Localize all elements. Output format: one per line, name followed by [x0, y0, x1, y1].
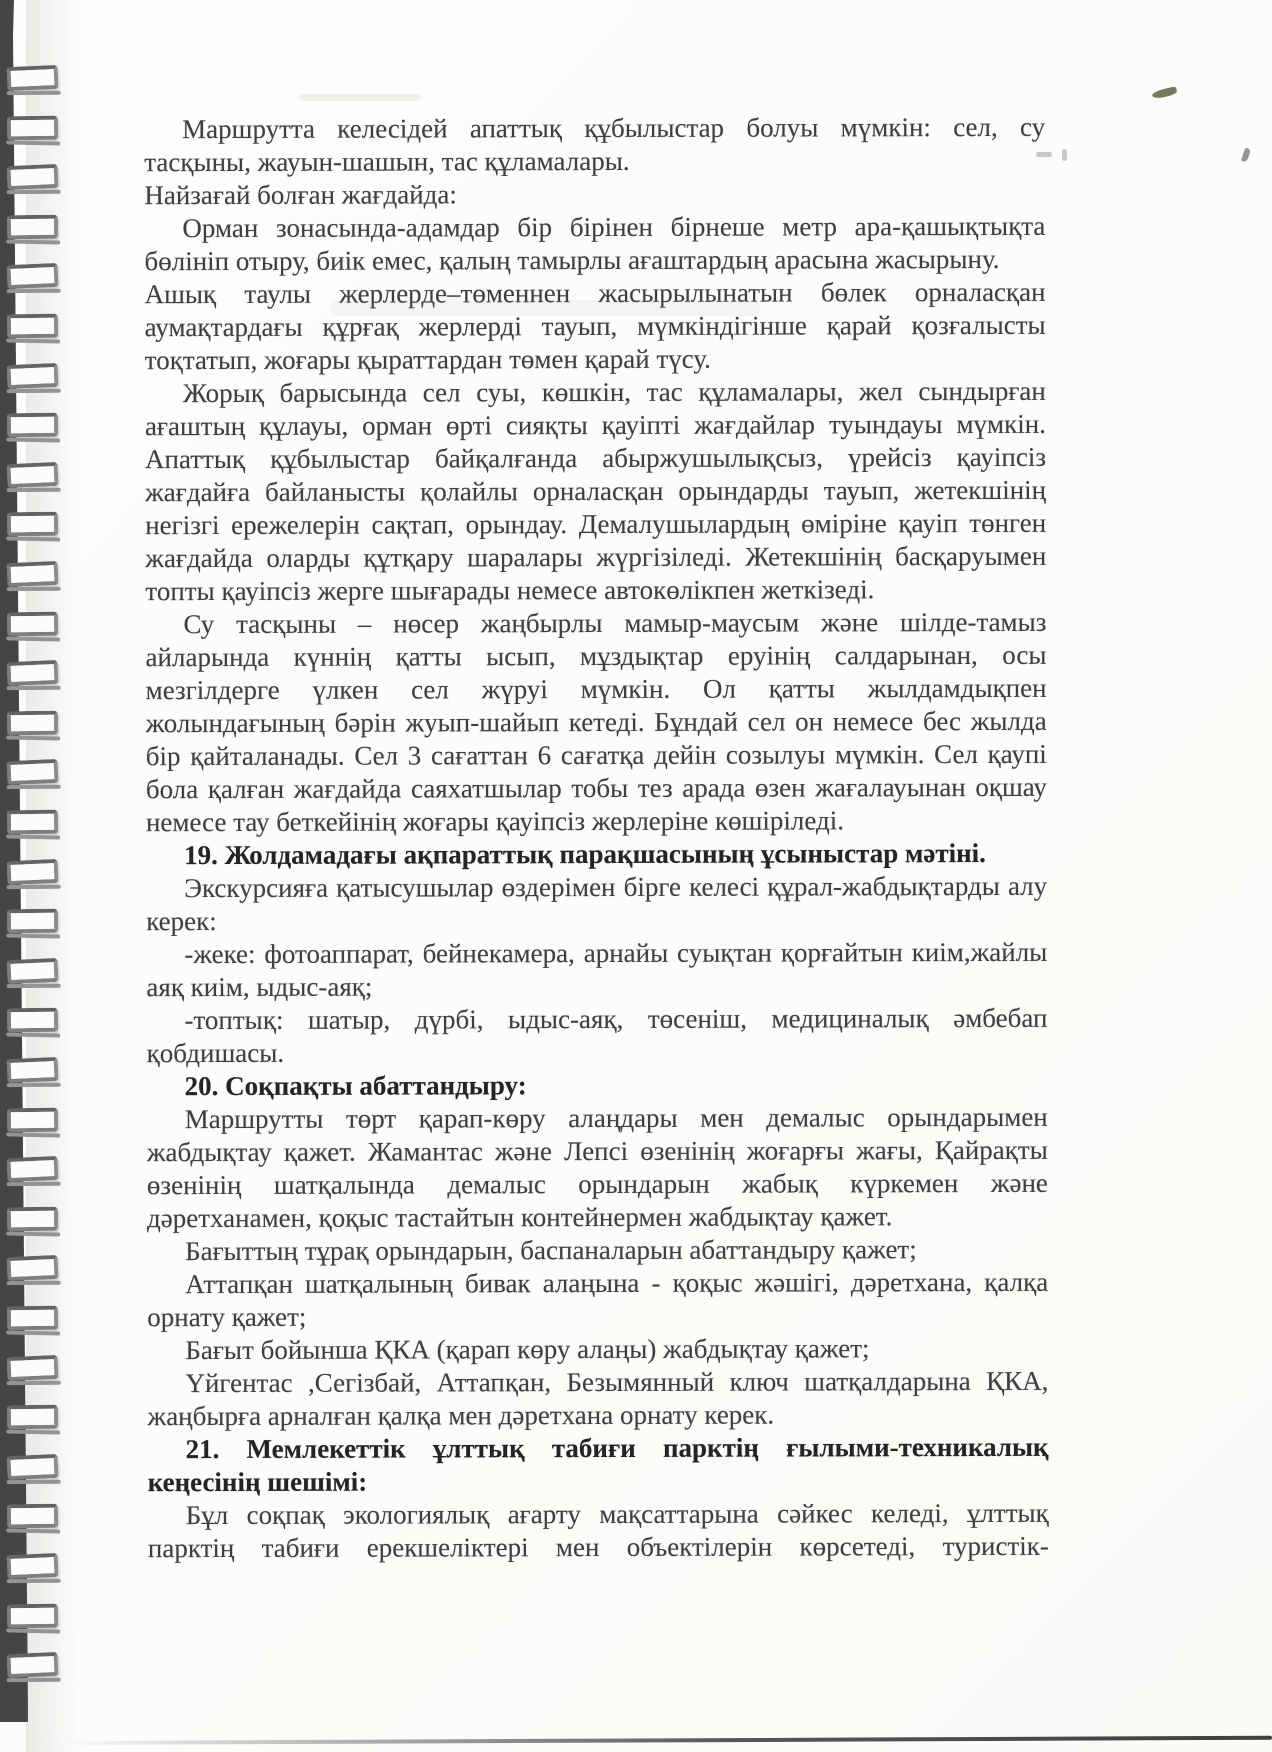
scan-smear: [300, 94, 420, 101]
heading-19: 19. Жолдамадағы ақпараттық парақшасының ұсыныстар мәтіні.: [184, 837, 986, 871]
heading-20: 20. Соқпақты абаттандыру:: [184, 1070, 527, 1102]
spiral-coil: [7, 1603, 58, 1628]
spiral-coil: [7, 810, 58, 835]
spiral-coils: [0, 0, 80, 1752]
paragraph-attapkan-bivouac: Аттапқан шатқалының бивак алаңына - қоқыс жәшігі, дәретхана, қалқа орнату қажет;: [147, 1266, 1049, 1333]
spiral-coil: [7, 611, 58, 636]
spiral-coil: [7, 512, 58, 537]
spiral-coil: [7, 759, 59, 785]
page-bottom-edge: [62, 1736, 1272, 1745]
spiral-coil: [7, 710, 58, 735]
spiral-coil: [7, 858, 59, 884]
ink-smudge: [1151, 86, 1177, 100]
spiral-coil: [7, 214, 58, 239]
spiral-coil: [7, 561, 59, 587]
spiral-coil: [7, 1652, 59, 1678]
spiral-coil: [7, 263, 59, 289]
spiral-coil: [7, 1057, 59, 1083]
spiral-coil: [7, 65, 59, 91]
spiral-coil: [7, 1156, 59, 1182]
spiral-coil: [7, 1255, 59, 1281]
spiral-coil: [7, 462, 59, 488]
spiral-coil: [7, 1504, 58, 1529]
paragraph-council-decision: Бұл соқпақ экологиялық ағарту мақсаттарына сәйкес келеді, ұлттық парктің табиғи ерекшеліктері мен объектілерін көрсетеді, туристік-: [147, 1497, 1049, 1564]
paragraph-open-mountain: Ашық таулы жерлерде–төменнен жасырылынатын бөлек орналасқан аумақтардағы құрғақ жерлерді тауып, мүмкіндігінше қарай қозғалысты тоқтатып, жоғары қыраттардан төмен қарай түсу.: [144, 276, 1046, 376]
paragraph-hazards: Маршрутта келесідей апаттық құбылыстар болуы мүмкін: сел, су тасқыны, жауын-шашын, тас құламалары.: [144, 111, 1046, 178]
scan-artifact: [1062, 149, 1067, 161]
paragraph-parking-improve: Бағыттың тұрақ орындарын, баспаналарын абаттандыру қажет;: [185, 1234, 917, 1267]
spiral-coil: [7, 362, 59, 388]
spiral-coil: [7, 1008, 58, 1033]
paragraph-lightning-intro: Найзағай болған жағдайда:: [144, 179, 457, 211]
paragraph-excursion-equipment: Экскурсияға қатысушылар өздерімен бірге келесі құрал-жабдықтарды алу керек:: [146, 870, 1048, 937]
heading-21: 21. Мемлекеттік ұлттық табиғи парктің ғылыми-техникалық кеңесінің шешімі:: [147, 1431, 1049, 1498]
spiral-coil: [7, 1405, 58, 1430]
paragraph-qka-route: Бағыт бойынша ҚКА (қарап көру алаңы) жабдықтау қажет;: [185, 1333, 870, 1366]
paragraph-group-items: -топтық: шатыр, дүрбі, ыдыс-аяқ, төсеніш, медициналық әмбебап қобдишасы.: [146, 1002, 1048, 1069]
paragraph-hike-dangers: Жорық барысында сел суы, көшкін, тас құламалары, жел сындырған ағаштың құлауы, орман өрті сияқты қауіпті жағдайлар туындауы мүмкін. Апаттық құбылыстар байқалғанда абыржушылықсыз, үрейсіз қауіпсіз жағдайға байланысты қолайлы орналасқан орындарды тауып, жетекшінің негізгі ережелерін сақтап, орындау. Демалушылардың өміріне қауіп төнген жағдайда оларды құтқару шаралары жүргізіледі. Жетекшінің басқаруымен топты қауіпсіз жерге шығарады немесе автокөлікпен жеткізеді.: [144, 375, 1047, 607]
ink-speck: [1241, 147, 1251, 162]
spiral-coil: [7, 115, 58, 140]
spiral-coil: [7, 1107, 58, 1132]
spiral-coil: [7, 1206, 58, 1231]
paragraph-gorges-qka: Үйгентас ,Сегізбай, Аттапқан, Безымянный ключ шатқалдарына ҚКА, жаңбырға арналған қалқа мен дәретхана орнату керек.: [147, 1365, 1049, 1432]
spiral-coil: [7, 660, 59, 686]
page-text: [144, 111, 1049, 1565]
paragraph-personal-items: -жеке: фотоаппарат, бейнекамера, арнайы суықтан қорғайтын киім,жайлы аяқ киім, ыдыс-аяқ;: [146, 936, 1048, 1003]
spiral-coil: [7, 314, 58, 339]
spiral-coil: [7, 164, 59, 190]
spiral-coil: [7, 1306, 58, 1331]
paragraph-flood: Су тасқыны – нөсер жаңбырлы мамыр-маусым және шілде-тамыз айларында күннің қатты ысып, мұздықтар еруінің салдарынан, осы мезгілдерге үлкен сел жүруі мүмкін. Ол қатты жылдамдықпен жолындағының бәрін жуып-шайып кетеді. Бұндай сел он немесе бес жылда бір қайталанады. Сел 3 сағаттан 6 сағатқа дейін созылуы мүмкін. Сел қаупі бола қалған жағдайда саяхатшылар тобы тез арада өзен жағалауынан оқшау немесе тау беткейінің жоғары қауіпсіз жерлеріне көшіріледі.: [145, 606, 1047, 838]
spiral-coil: [7, 1454, 59, 1480]
spiral-coil: [7, 1553, 59, 1579]
paragraph-forest-zone: Орман зонасында-адамдар бір бірінен бірнеше метр ара-қашықтықта бөлініп отыру, биік емес, қалың тамырлы ағаштардың арасына жасырыну.: [144, 210, 1046, 277]
spiral-coil: [7, 1354, 59, 1380]
spiral-coil: [7, 909, 58, 934]
spiral-coil: [7, 958, 59, 984]
spiral-coil: [7, 413, 58, 438]
paragraph-route-equip: Маршрутты төрт қарап-көру алаңдары мен демалыс орындарымен жабдықтау қажет. Жамантас және Лепсі өзенінің жоғарғы жағы, Қайрақты өзенінің шатқалында демалыс орындарын жабық күркемен және дәретханамен, қоқыс тастайтын контейнермен жабдықтау қажет.: [146, 1101, 1048, 1234]
